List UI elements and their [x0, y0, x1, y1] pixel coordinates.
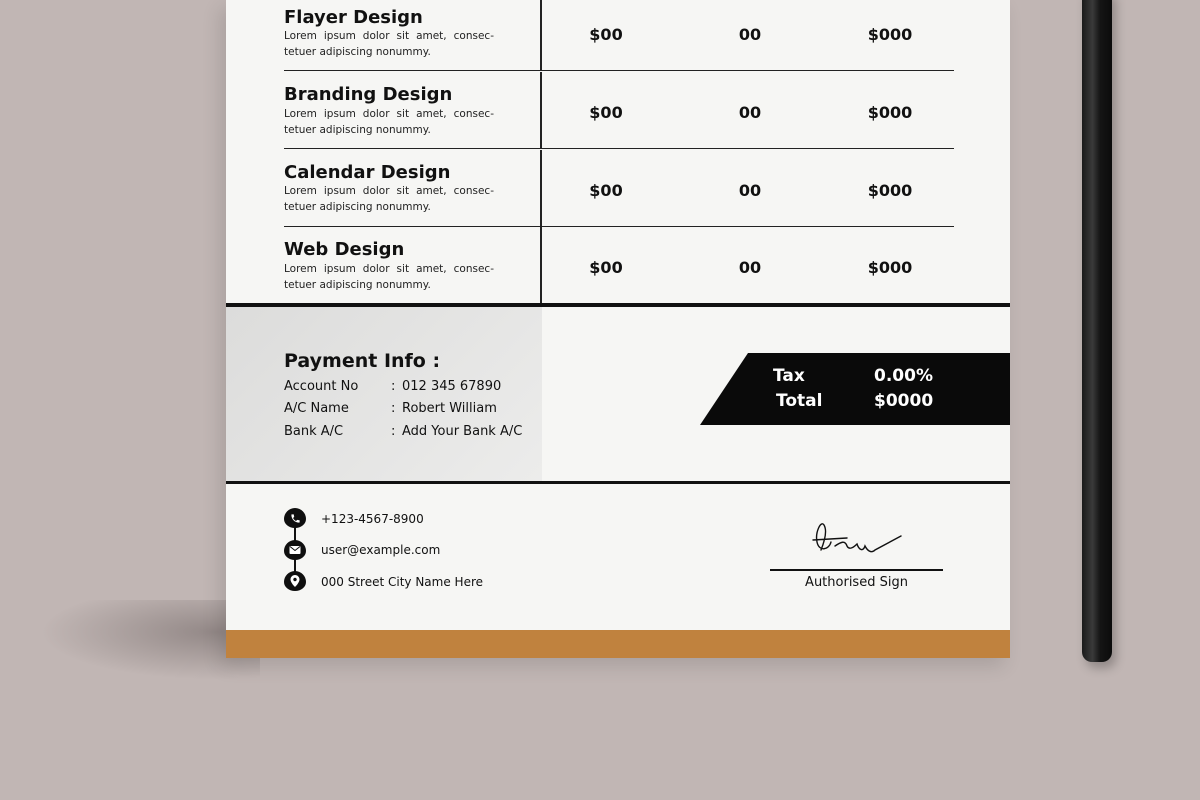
item-row	[284, 0, 954, 71]
column-divider	[540, 0, 542, 71]
column-divider	[540, 227, 542, 304]
totals-panel	[700, 353, 1010, 425]
item-total: $000	[867, 25, 913, 44]
item-title: Branding Design	[284, 84, 453, 105]
ac-name-label: A/C Name	[284, 401, 349, 416]
item-description: Lorem ipsum dolor sit amet, consec- tetuer adipiscing nonummy.	[284, 108, 494, 136]
item-price: $00	[589, 181, 623, 200]
item-qty: 00	[738, 258, 762, 277]
item-total: $000	[867, 181, 913, 200]
item-row	[284, 72, 954, 149]
payment-info-panel	[226, 307, 542, 481]
authorised-sign-label: Authorised Sign	[805, 575, 908, 590]
phone-number: +123-4567-8900	[321, 512, 424, 526]
item-qty: 00	[738, 25, 762, 44]
payment-info-title: Payment Info :	[284, 350, 441, 372]
signature-graphic	[811, 520, 906, 560]
bank-ac-label: Bank A/C	[284, 424, 344, 439]
item-title: Web Design	[284, 239, 405, 260]
item-price: $00	[589, 258, 623, 277]
section-divider	[226, 481, 1010, 484]
row-separator	[284, 70, 954, 72]
separator-colon: :	[391, 401, 396, 416]
tax-value: 0.00%	[874, 366, 933, 386]
column-divider	[540, 72, 542, 149]
tax-label: Tax	[773, 366, 805, 386]
item-qty: 00	[738, 103, 762, 122]
row-separator	[284, 148, 954, 150]
item-total: $000	[867, 103, 913, 122]
ac-name-value: Robert William	[402, 401, 497, 416]
item-row	[284, 150, 954, 227]
item-total: $000	[867, 258, 913, 277]
email-address: user@example.com	[321, 543, 441, 557]
street-address: 000 Street City Name Here	[321, 575, 484, 589]
bank-ac-value: Add Your Bank A/C	[402, 424, 523, 439]
signature-line	[770, 569, 943, 571]
item-price: $00	[589, 25, 623, 44]
footer-accent-bar	[226, 630, 1010, 658]
envelope-icon	[284, 540, 306, 560]
item-qty: 00	[738, 181, 762, 200]
item-description: Lorem ipsum dolor sit amet, consec- tetuer adipiscing nonummy.	[284, 263, 494, 291]
item-description: Lorem ipsum dolor sit amet, consec- tetuer adipiscing nonummy.	[284, 30, 494, 58]
account-no-value: 012 345 67890	[402, 379, 502, 394]
invoice-paper	[226, 0, 1010, 658]
account-no-label: Account No	[284, 379, 359, 394]
phone-icon	[284, 508, 306, 528]
pen-decoration	[1082, 0, 1112, 662]
item-price: $00	[589, 103, 623, 122]
item-title: Calendar Design	[284, 162, 451, 183]
total-label: Total	[776, 391, 823, 411]
column-divider	[540, 150, 542, 227]
separator-colon: :	[391, 379, 396, 394]
location-pin-icon	[284, 571, 306, 591]
total-value: $0000	[874, 391, 934, 411]
separator-colon: :	[391, 424, 396, 439]
item-title: Flayer Design	[284, 7, 423, 28]
item-row	[284, 227, 954, 304]
item-description: Lorem ipsum dolor sit amet, consec- tetuer adipiscing nonummy.	[284, 185, 494, 213]
